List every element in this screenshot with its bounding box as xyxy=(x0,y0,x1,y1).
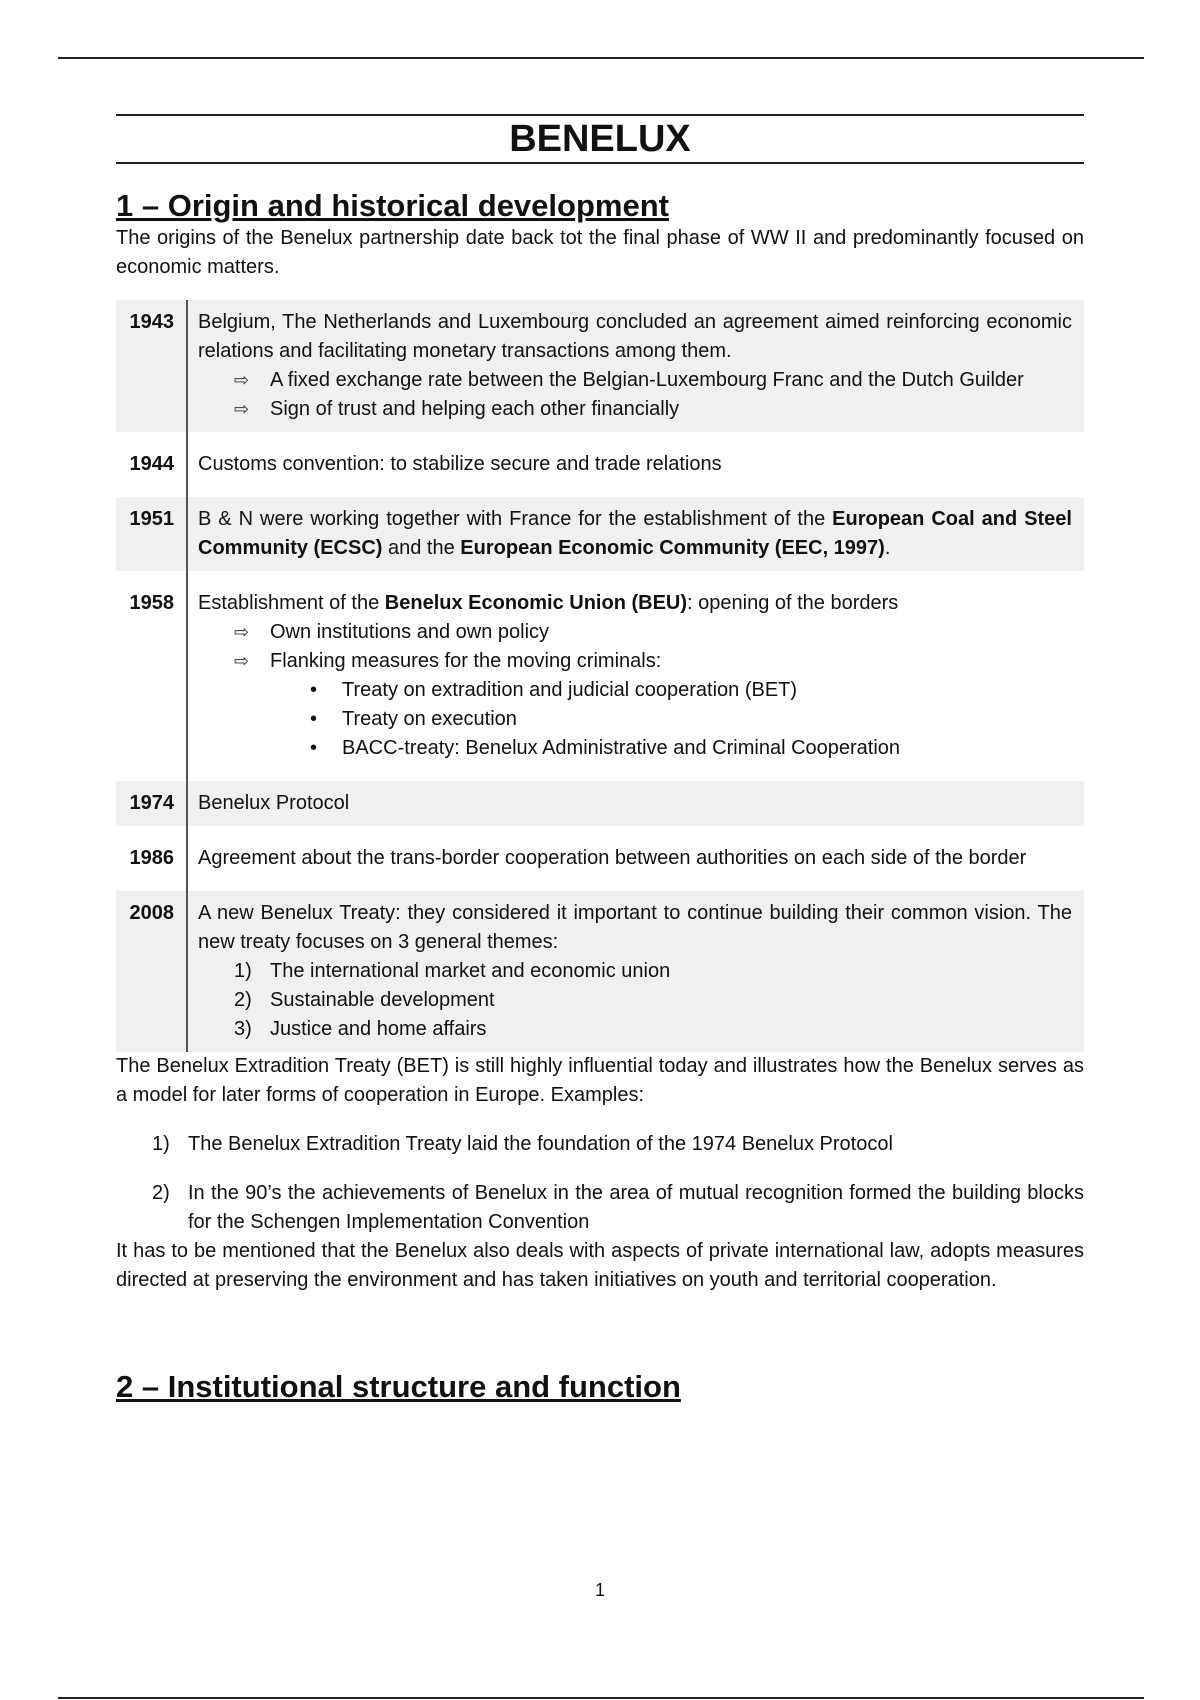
timeline-description xyxy=(187,891,1084,1052)
timeline-description xyxy=(187,300,1084,432)
example-item xyxy=(116,1179,1084,1237)
timeline-text: Agreement about the trans-border cooperation between authorities on each side of the border xyxy=(198,847,1027,869)
bullet-item: • Treaty on extradition and judicial cooperation (BET) xyxy=(306,676,1072,705)
page-bottom-rule xyxy=(58,1697,1144,1699)
document-body xyxy=(116,114,1084,1405)
closing-paragraph: It has to be mentioned that the Benelux also deals with aspects of private international law, adopts measures directed at preserving the environment and has taken initiatives on youth and territorial cooperation. xyxy=(116,1240,1084,1291)
intro-paragraph: The origins of the Benelux partnership date back tot the final phase of WW II and predominantly focused on economic matters. xyxy=(116,227,1084,278)
timeline-row-1951 xyxy=(116,497,1084,571)
document-title: BENELUX xyxy=(116,114,1084,164)
timeline-text xyxy=(198,589,1072,618)
theme-item xyxy=(234,1015,1072,1044)
timeline-text: A new Benelux Treaty: they considered it important to continue building their common vision. The new treaty focuses on 3 general themes: xyxy=(198,902,1072,953)
text-fragment: : opening of the borders xyxy=(687,592,899,614)
theme-number: 1) xyxy=(234,960,252,982)
section-2-heading: 2 – Institutional structure and function xyxy=(116,1369,681,1404)
arrow-list xyxy=(198,618,1072,676)
ecsc-term: European Coal and Steel Community (ECSC) xyxy=(198,508,1072,559)
theme-text: The international market and economic union xyxy=(270,960,671,982)
timeline-text: Belgium, The Netherlands and Luxembourg concluded an agreement aimed reinforcing economic relations and facilitating monetary transactions among them. xyxy=(198,311,1072,362)
timeline-year: 1944 xyxy=(116,442,187,487)
text-fragment: and the xyxy=(382,537,461,559)
timeline-description xyxy=(187,581,1084,771)
example-number: 1) xyxy=(152,1133,170,1155)
arrow-item: ⇨ Flanking measures for the moving criminals: xyxy=(234,647,1072,676)
theme-number: 3) xyxy=(234,1018,252,1040)
bet-paragraph: The Benelux Extradition Treaty (BET) is still highly influential today and illustrates how the Benelux serves as a model for later forms of cooperation in Europe. Examples: xyxy=(116,1055,1084,1106)
example-item xyxy=(116,1130,1084,1159)
timeline-text xyxy=(187,497,1084,571)
theme-item xyxy=(234,986,1072,1015)
page-top-rule xyxy=(58,57,1144,59)
timeline-row-2008 xyxy=(116,891,1084,1052)
timeline-year: 1958 xyxy=(116,581,187,771)
text-fragment: Establishment of the xyxy=(198,592,385,614)
example-text: The Benelux Extradition Treaty laid the foundation of the 1974 Benelux Protocol xyxy=(188,1133,893,1155)
timeline-year: 1986 xyxy=(116,836,187,881)
theme-item xyxy=(234,957,1072,986)
example-number: 2) xyxy=(152,1182,170,1204)
bullet-item: • BACC-treaty: Benelux Administrative and Criminal Cooperation xyxy=(306,734,1072,763)
bullet-item: • Treaty on execution xyxy=(306,705,1072,734)
timeline-text: Customs convention: to stabilize secure and trade relations xyxy=(198,453,722,475)
timeline-row-1986 xyxy=(116,836,1084,881)
timeline-year: 1951 xyxy=(116,497,187,571)
timeline-row-1944 xyxy=(116,442,1084,487)
timeline-year: 1943 xyxy=(116,300,187,432)
timeline-year: 2008 xyxy=(116,891,187,1052)
timeline-text: Benelux Protocol xyxy=(187,781,1084,826)
themes-list xyxy=(198,957,1072,1044)
arrow-item: ⇨ A fixed exchange rate between the Belgian-Luxembourg Franc and the Dutch Guilder xyxy=(234,366,1072,395)
text-fragment: B & N were working together with France for the establishment of the xyxy=(198,508,833,530)
timeline-year: 1974 xyxy=(116,781,187,826)
eec-term: European Economic Community (EEC, 1997) xyxy=(460,537,885,559)
bullet-list xyxy=(198,676,1072,763)
theme-text: Sustainable development xyxy=(270,989,495,1011)
arrow-item: ⇨ Own institutions and own policy xyxy=(234,618,1072,647)
section-1-heading: 1 – Origin and historical development xyxy=(116,188,669,223)
examples-list xyxy=(116,1130,1084,1237)
theme-text: Justice and home affairs xyxy=(270,1018,487,1040)
arrow-list xyxy=(198,366,1072,424)
text-fragment: . xyxy=(884,537,891,559)
theme-number: 2) xyxy=(234,989,252,1011)
example-text: In the 90’s the achievements of Benelux in the area of mutual recognition formed the building blocks for the Schengen Implementation Convention xyxy=(188,1182,1084,1233)
timeline-row-1974 xyxy=(116,781,1084,826)
page-number: 1 xyxy=(594,1580,605,1600)
arrow-item: ⇨ Sign of trust and helping each other financially xyxy=(234,395,1072,424)
beu-term: Benelux Economic Union (BEU) xyxy=(384,592,688,614)
timeline-row-1943 xyxy=(116,300,1084,432)
timeline-table xyxy=(116,300,1084,1052)
timeline-row-1958 xyxy=(116,581,1084,771)
